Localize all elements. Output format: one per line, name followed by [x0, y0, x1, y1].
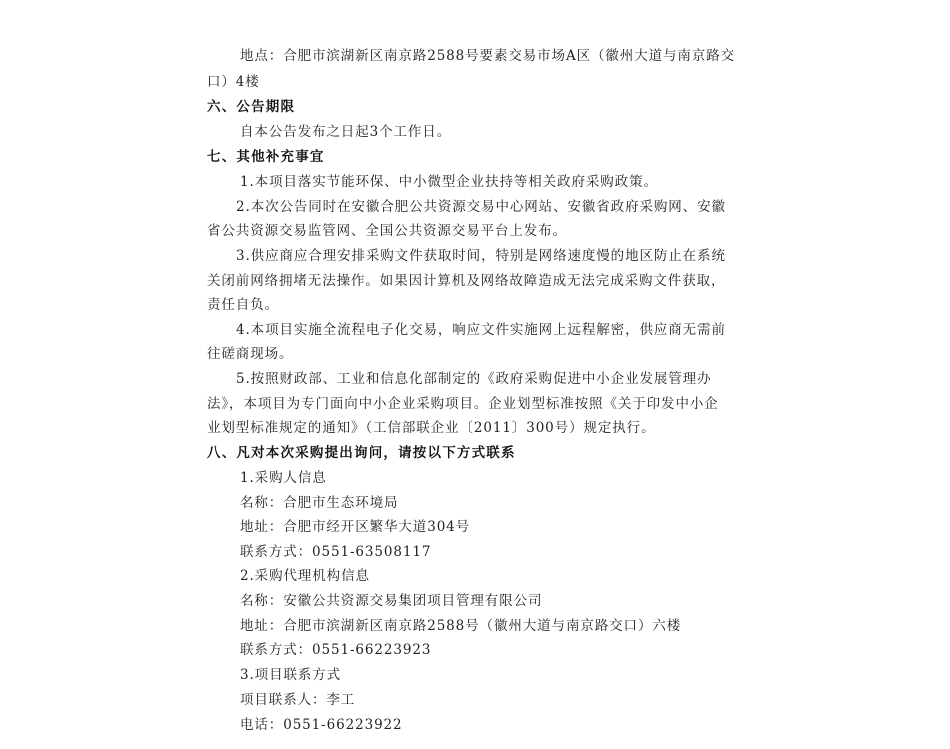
section-7-item-3-line-1: 3.供应商应合理安排采购文件获取时间，特别是网络速度慢的地区防止在系统	[236, 248, 726, 264]
section-7-item-3-line-2: 关闭前网络拥堵无法操作。如果因计算机及网络故障造成无法完成采购文件获取，	[207, 273, 726, 289]
project-contact-phone: 电话：0551-66223922	[240, 717, 403, 733]
section-7-item-3-line-3: 责任自负。	[207, 297, 279, 313]
purchaser-contact: 联系方式：0551-63508117	[240, 544, 432, 560]
section-8-heading: 八、凡对本次采购提出询问，请按以下方式联系	[207, 445, 516, 461]
purchaser-name: 名称：合肥市生态环境局	[240, 495, 399, 511]
section-7-item-5-line-3: 业划型标准规定的通知》（工信部联企业〔2011〕300号）规定执行。	[207, 420, 656, 436]
project-contact-person: 项目联系人：李工	[240, 692, 356, 708]
location-line-2: 口）4楼	[207, 74, 260, 90]
purchaser-title: 1.采购人信息	[240, 470, 327, 486]
section-7-item-4-line-2: 往磋商现场。	[207, 346, 294, 362]
section-7-item-2-line-1: 2.本次公告同时在安徽合肥公共资源交易中心网站、安徽省政府采购网、安徽	[236, 199, 726, 215]
agency-address: 地址：合肥市滨湖新区南京路2588号（徽州大道与南京路交口）六楼	[240, 618, 682, 634]
project-contact-title: 3.项目联系方式	[240, 667, 342, 683]
section-6-heading: 六、公告期限	[207, 99, 296, 115]
location-line-1: 地点：合肥市滨湖新区南京路2588号要素交易市场A区（徽州大道与南京路交	[240, 48, 736, 64]
section-7-item-5-line-2: 法》，本项目为专门面向中小企业采购项目。企业划型标准按照《关于印发中小企	[207, 396, 719, 412]
section-7-item-4-line-1: 4.本项目实施全流程电子化交易，响应文件实施网上远程解密，供应商无需前	[236, 322, 726, 338]
section-7-heading: 七、其他补充事宜	[207, 149, 325, 165]
agency-title: 2.采购代理机构信息	[240, 568, 370, 584]
section-7-item-5-line-1: 5.按照财政部、工业和信息化部制定的《政府采购促进中小企业发展管理办	[236, 371, 712, 387]
agency-name: 名称：安徽公共资源交易集团项目管理有限公司	[240, 593, 543, 609]
section-7-item-1: 1.本项目落实节能环保、中小微型企业扶持等相关政府采购政策。	[240, 174, 658, 190]
agency-contact: 联系方式：0551-66223923	[240, 642, 432, 658]
section-7-item-2-line-2: 省公共资源交易监管网、全国公共资源交易平台上发布。	[207, 223, 567, 239]
section-6-text: 自本公告发布之日起3个工作日。	[240, 124, 452, 140]
purchaser-address: 地址：合肥市经开区繁华大道304号	[240, 519, 471, 535]
